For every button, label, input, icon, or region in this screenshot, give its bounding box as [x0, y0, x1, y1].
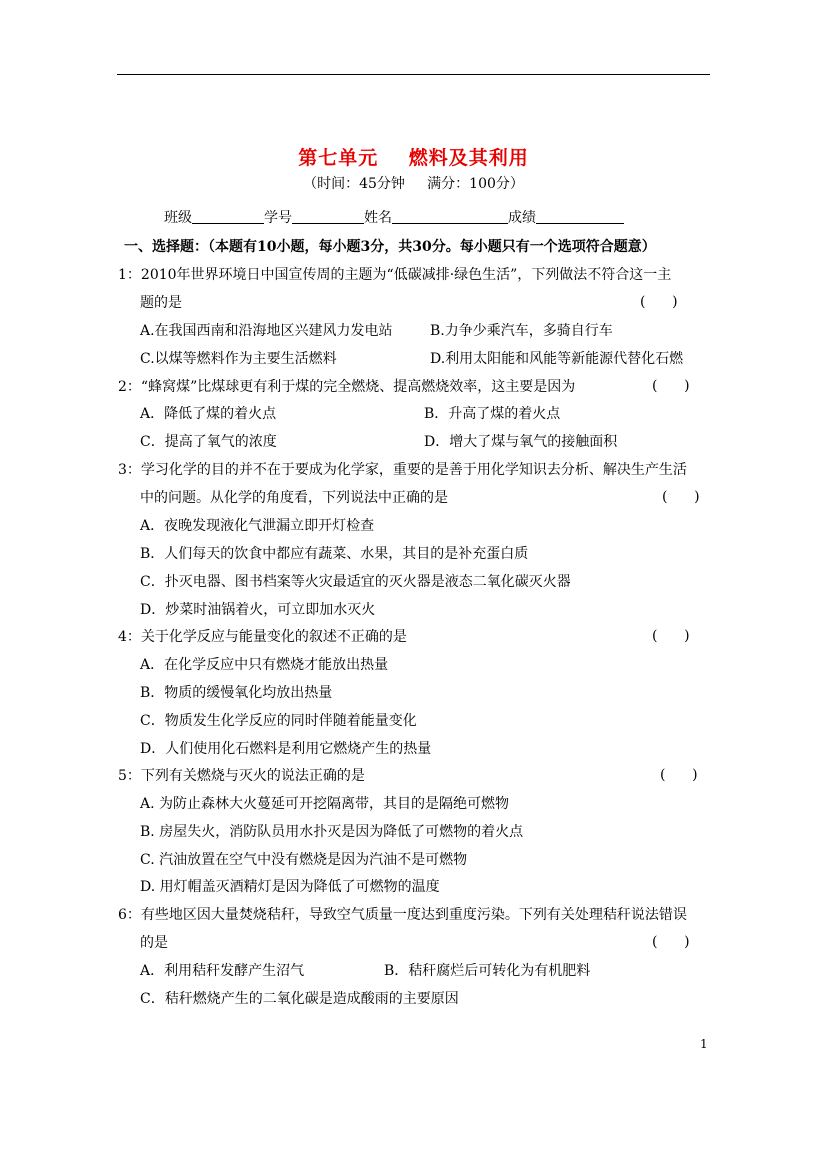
q4-answer-paren[interactable]: ( ) — [652, 628, 690, 644]
q6-answer-paren[interactable]: ( ) — [652, 934, 690, 950]
q4-option-b: B．物质的缓慢氧化均放出热量 — [140, 685, 333, 701]
q2-option-d: D．增大了煤与氧气的接触面积 — [424, 434, 618, 450]
q5-answer-paren[interactable]: ( ) — [660, 767, 698, 783]
header-rule — [117, 74, 710, 75]
q1-stem-line2: 题的是 — [140, 295, 182, 311]
q1-option-c: C.以煤等燃料作为主要生活燃料 — [140, 351, 337, 367]
q2-stem-line1: 2：“蜂窝煤”比煤球更有利于煤的完全燃烧、提高燃烧效率，这主要是因为 — [118, 379, 576, 395]
q6-option-a: A．利用秸秆发酵产生沼气 — [140, 963, 305, 979]
exam-title: 第七单元 燃料及其利用 — [298, 147, 529, 169]
q5-option-d: D. 用灯帽盖灭酒精灯是因为降低了可燃物的温度 — [140, 879, 440, 895]
exam-subtitle: （时间：45分钟 满分：100分） — [303, 176, 524, 192]
q4-stem-line1: 4：关于化学反应与能量变化的叙述不正确的是 — [118, 629, 407, 645]
student-info-row — [164, 207, 624, 227]
q3-option-d: D．炒菜时油锅着火，可立即加水灭火 — [140, 602, 376, 618]
name-label: 姓名 — [364, 210, 392, 226]
class-label: 班级 — [164, 210, 192, 226]
q5-option-c: C. 汽油放置在空气中没有燃烧是因为汽油不是可燃物 — [140, 852, 468, 868]
q4-option-c: C．物质发生化学反应的同时伴随着能量变化 — [140, 713, 417, 729]
section-heading: 一、选择题：（本题有10小题，每小题3分，共30分。每小题只有一个选项符合题意） — [124, 239, 656, 255]
q4-option-a: A．在化学反应中只有燃烧才能放出热量 — [140, 657, 389, 673]
class-blank[interactable] — [192, 209, 264, 224]
q3-option-b: B．人们每天的饮食中都应有蔬菜、水果，其目的是补充蛋白质 — [140, 546, 529, 562]
q3-stem-line2: 中的问题。从化学的角度看，下列说法中正确的是 — [140, 490, 448, 506]
q2-option-c: C．提高了氧气的浓度 — [140, 434, 277, 450]
page-number: 1 — [700, 1037, 708, 1051]
q1-option-a: A.在我国西南和沿海地区兴建风力发电站 — [140, 323, 393, 339]
q5-stem-line1: 5：下列有关燃烧与灭火的说法正确的是 — [118, 768, 365, 784]
q2-option-b: B．升高了煤的着火点 — [424, 406, 561, 422]
q6-stem-line1: 6：有些地区因大量焚烧秸秆，导致空气质量一度达到重度污染。下列有关处理秸秆说法错误 — [118, 907, 687, 923]
score-label: 成绩 — [508, 210, 536, 226]
q2-answer-paren[interactable]: ( ) — [652, 378, 690, 394]
q5-option-a: A. 为防止森林大火蔓延可开挖隔离带，其目的是隔绝可燃物 — [140, 796, 510, 812]
q1-option-d: D.利用太阳能和风能等新能源代替化石燃 — [430, 351, 684, 367]
q3-option-c: C．扑灭电器、图书档案等火灾最适宜的灭火器是液态二氧化碳灭火器 — [140, 574, 571, 590]
number-blank[interactable] — [292, 209, 364, 224]
q1-option-b: B.力争少乘汽车，多骑自行车 — [430, 323, 613, 339]
q2-option-a: A．降低了煤的着火点 — [140, 406, 277, 422]
number-label: 学号 — [264, 210, 292, 226]
q3-answer-paren[interactable]: ( ) — [662, 489, 700, 505]
q6-option-b: B．秸秆腐烂后可转化为有机肥料 — [384, 963, 591, 979]
q4-option-d: D．人们使用化石燃料是利用它燃烧产生的热量 — [140, 741, 432, 757]
q1-stem-line1: 1：2010年世界环境日中国宣传周的主题为“低碳减排·绿色生活”，下列做法不符合这一主 — [118, 267, 672, 283]
q5-option-b: B. 房屋失火，消防队员用水扑灭是因为降低了可燃物的着火点 — [140, 824, 524, 840]
q1-answer-paren[interactable]: ( ) — [640, 294, 678, 310]
name-blank[interactable] — [392, 209, 508, 224]
q6-stem-line2: 的是 — [140, 935, 168, 951]
score-blank[interactable] — [536, 209, 624, 224]
q3-stem-line1: 3：学习化学的目的并不在于要成为化学家，重要的是善于用化学知识去分析、解决生产生活 — [118, 462, 687, 478]
q3-option-a: A．夜晚发现液化气泄漏立即开灯检查 — [140, 518, 375, 534]
q6-option-c: C．秸秆燃烧产生的二氧化碳是造成酸雨的主要原因 — [140, 991, 459, 1007]
